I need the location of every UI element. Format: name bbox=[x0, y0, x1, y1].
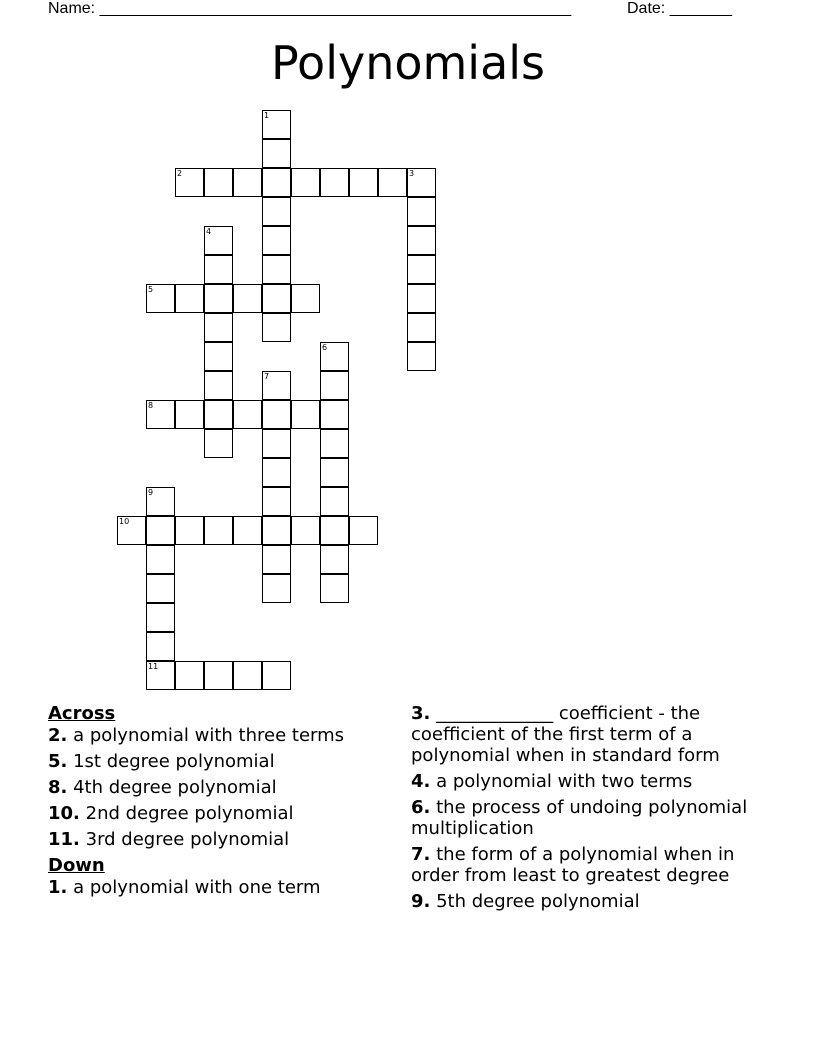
crossword-cell[interactable] bbox=[262, 139, 291, 168]
crossword-cell[interactable] bbox=[262, 458, 291, 487]
crossword-cell[interactable] bbox=[291, 168, 320, 197]
clue-number: 1. bbox=[48, 877, 68, 898]
clue-number-1: 1 bbox=[264, 111, 270, 120]
crossword-cell[interactable] bbox=[349, 168, 378, 197]
clue-number: 6. bbox=[411, 797, 431, 818]
crossword-cell[interactable] bbox=[204, 168, 233, 197]
clue-number-5: 5 bbox=[148, 285, 154, 294]
crossword-cell[interactable] bbox=[175, 284, 204, 313]
crossword-cell[interactable] bbox=[407, 284, 436, 313]
crossword-cell[interactable] bbox=[146, 574, 175, 603]
across-heading: Across bbox=[48, 703, 116, 724]
clue-number: 7. bbox=[411, 844, 431, 865]
crossword-cell[interactable] bbox=[204, 313, 233, 342]
crossword-cell[interactable] bbox=[146, 661, 175, 690]
crossword-cell[interactable] bbox=[320, 400, 349, 429]
name-field-label[interactable]: Name: _____________________________________________________ bbox=[48, 0, 572, 17]
crossword-cell[interactable] bbox=[291, 516, 320, 545]
crossword-cell[interactable] bbox=[233, 400, 262, 429]
clue-item bbox=[48, 751, 388, 772]
crossword-cell[interactable] bbox=[204, 400, 233, 429]
crossword-cell[interactable] bbox=[146, 284, 175, 313]
clue-number-9: 9 bbox=[148, 488, 154, 497]
clue-item bbox=[411, 844, 756, 886]
crossword-cell[interactable] bbox=[320, 342, 349, 371]
crossword-cell[interactable] bbox=[262, 313, 291, 342]
clue-number-2: 2 bbox=[177, 169, 183, 178]
crossword-cell[interactable] bbox=[320, 487, 349, 516]
across-clue-list bbox=[48, 725, 388, 850]
down-clue-list-left bbox=[48, 877, 388, 898]
crossword-cell[interactable] bbox=[146, 632, 175, 661]
crossword-cell[interactable] bbox=[262, 661, 291, 690]
crossword-cell[interactable] bbox=[320, 516, 349, 545]
clue-item bbox=[48, 777, 388, 798]
crossword-cell[interactable] bbox=[320, 545, 349, 574]
crossword-cell[interactable] bbox=[291, 284, 320, 313]
clue-number-10: 10 bbox=[119, 517, 130, 526]
clue-number: 11. bbox=[48, 829, 80, 850]
crossword-cell[interactable] bbox=[262, 487, 291, 516]
clue-number: 8. bbox=[48, 777, 68, 798]
clue-item bbox=[411, 703, 756, 766]
clue-number-4: 4 bbox=[206, 227, 212, 236]
crossword-cell[interactable] bbox=[262, 168, 291, 197]
crossword-cell[interactable] bbox=[175, 400, 204, 429]
crossword-cell[interactable] bbox=[320, 458, 349, 487]
crossword-cell[interactable] bbox=[407, 342, 436, 371]
crossword-cell[interactable] bbox=[262, 284, 291, 313]
crossword-cell[interactable] bbox=[320, 574, 349, 603]
crossword-cell[interactable] bbox=[407, 313, 436, 342]
crossword-cell[interactable] bbox=[262, 255, 291, 284]
crossword-cell[interactable] bbox=[262, 400, 291, 429]
crossword-cell[interactable] bbox=[320, 371, 349, 400]
clue-item bbox=[411, 891, 756, 912]
crossword-cell[interactable] bbox=[204, 661, 233, 690]
clue-text: 2nd degree polynomial bbox=[79, 803, 294, 824]
clue-number: 10. bbox=[48, 803, 80, 824]
crossword-cell[interactable] bbox=[233, 516, 262, 545]
crossword-cell[interactable] bbox=[262, 545, 291, 574]
crossword-cell[interactable] bbox=[204, 226, 233, 255]
crossword-cell[interactable] bbox=[146, 400, 175, 429]
crossword-cell[interactable] bbox=[407, 255, 436, 284]
crossword-cell[interactable] bbox=[378, 168, 407, 197]
crossword-cell[interactable] bbox=[204, 255, 233, 284]
clue-number-6: 6 bbox=[322, 343, 328, 352]
clue-number: 2. bbox=[48, 725, 68, 746]
page-title: Polynomials bbox=[270, 36, 546, 90]
clue-item bbox=[48, 829, 388, 850]
clue-item bbox=[48, 803, 388, 824]
crossword-cell[interactable] bbox=[407, 226, 436, 255]
crossword-cell[interactable] bbox=[291, 400, 320, 429]
crossword-cell[interactable] bbox=[407, 197, 436, 226]
clue-item bbox=[48, 725, 388, 746]
clues-right-column bbox=[411, 703, 756, 917]
crossword-cell[interactable] bbox=[146, 516, 175, 545]
crossword-cell[interactable] bbox=[407, 168, 436, 197]
crossword-cell[interactable] bbox=[175, 516, 204, 545]
crossword-cell[interactable] bbox=[233, 661, 262, 690]
date-field-label[interactable]: Date: _______ bbox=[627, 0, 732, 17]
clue-text: the form of a polynomial when in order from least to greatest degree bbox=[411, 844, 735, 886]
down-clue-list-right bbox=[411, 703, 756, 912]
clue-number: 9. bbox=[411, 891, 431, 912]
crossword-cell[interactable] bbox=[262, 429, 291, 458]
clue-item bbox=[48, 877, 388, 898]
crossword-cell[interactable] bbox=[204, 284, 233, 313]
crossword-cell[interactable] bbox=[262, 110, 291, 139]
crossword-cell[interactable] bbox=[262, 371, 291, 400]
clue-number: 4. bbox=[411, 771, 431, 792]
crossword-cell[interactable] bbox=[262, 226, 291, 255]
crossword-cell[interactable] bbox=[175, 661, 204, 690]
clue-number-3: 3 bbox=[409, 169, 415, 178]
crossword-cell[interactable] bbox=[146, 603, 175, 632]
clue-number-7: 7 bbox=[264, 372, 270, 381]
clue-number: 5. bbox=[48, 751, 68, 772]
clue-text: a polynomial with two terms bbox=[430, 771, 693, 792]
clue-text: 1st degree polynomial bbox=[67, 751, 275, 772]
crossword-cell[interactable] bbox=[349, 516, 378, 545]
crossword-cell[interactable] bbox=[320, 429, 349, 458]
clue-text: _____________ coefficient - the coefficient of the first term of a polynomial when in standard form bbox=[411, 703, 720, 766]
crossword-cell[interactable] bbox=[262, 516, 291, 545]
clue-number: 3. bbox=[411, 703, 431, 724]
crossword-cell[interactable] bbox=[146, 545, 175, 574]
clue-text: a polynomial with three terms bbox=[67, 725, 345, 746]
crossword-cell[interactable] bbox=[204, 342, 233, 371]
clue-text: 3rd degree polynomial bbox=[79, 829, 290, 850]
crossword-cell[interactable] bbox=[146, 487, 175, 516]
clue-item bbox=[411, 797, 756, 839]
down-heading: Down bbox=[48, 855, 105, 876]
crossword-cell[interactable] bbox=[204, 429, 233, 458]
clues-left-column bbox=[48, 703, 388, 903]
crossword-cell[interactable] bbox=[262, 197, 291, 226]
crossword-cell[interactable] bbox=[204, 371, 233, 400]
clue-item bbox=[411, 771, 756, 792]
crossword-cell[interactable] bbox=[175, 168, 204, 197]
crossword-cell[interactable] bbox=[262, 574, 291, 603]
crossword-cell[interactable] bbox=[117, 516, 146, 545]
crossword-cell[interactable] bbox=[233, 284, 262, 313]
clue-number-11: 11 bbox=[148, 662, 159, 671]
clue-text: the process of undoing polynomial multiplication bbox=[411, 797, 748, 839]
clue-text: 5th degree polynomial bbox=[430, 891, 640, 912]
clue-text: 4th degree polynomial bbox=[67, 777, 277, 798]
crossword-cell[interactable] bbox=[320, 168, 349, 197]
crossword-cell[interactable] bbox=[233, 168, 262, 197]
crossword-cell[interactable] bbox=[204, 516, 233, 545]
clue-number-8: 8 bbox=[148, 401, 154, 410]
clue-text: a polynomial with one term bbox=[67, 877, 321, 898]
